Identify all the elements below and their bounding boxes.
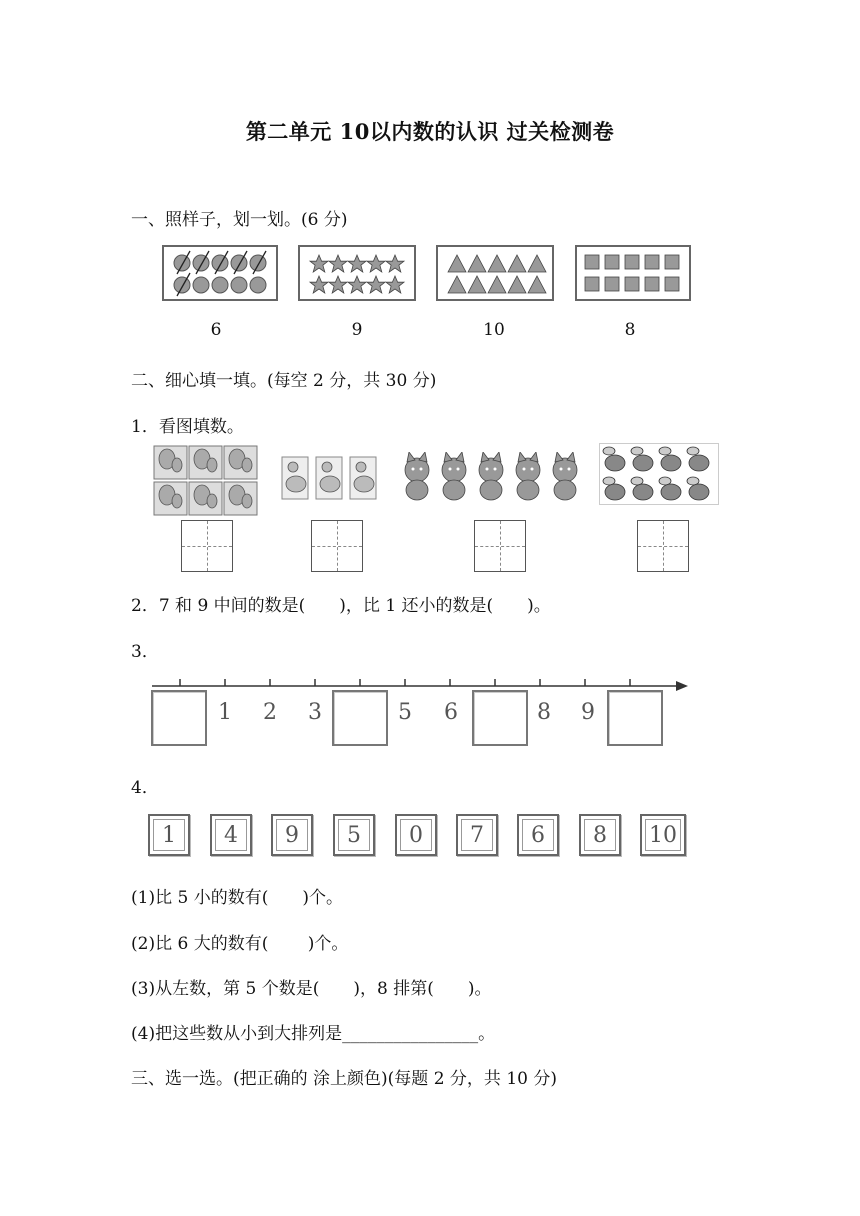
number-line-label: 8: [537, 700, 551, 725]
question-1: 1．看图填数。: [131, 417, 244, 437]
butterflies-picture: [153, 445, 259, 517]
number-card: 0: [395, 814, 437, 856]
number-card: 4: [210, 814, 252, 856]
circles-box: [162, 245, 278, 301]
answer-grid[interactable]: [311, 520, 363, 572]
number-card: 8: [579, 814, 621, 856]
count-label: 8: [624, 320, 636, 340]
number-card: 9: [271, 814, 313, 856]
triangles-figure: [438, 247, 552, 299]
number-card: 6: [517, 814, 559, 856]
squares-box: [575, 245, 691, 301]
question-4-1: (1)比 5 小的数有( )个。: [131, 888, 343, 908]
answer-grid[interactable]: [637, 520, 689, 572]
count-label: 10: [483, 320, 505, 340]
number-line-label: 9: [581, 700, 595, 725]
number-card: 7: [456, 814, 498, 856]
bees-picture: [599, 443, 719, 505]
stars-box: [298, 245, 416, 301]
number-card: 5: [333, 814, 375, 856]
number-line-blank[interactable]: [607, 690, 663, 746]
stars-figure: [300, 247, 414, 299]
section1-heading: 一、照样子，划一划。(6 分): [131, 210, 348, 230]
question-4-3: (3)从左数，第 5 个数是( )，8 排第( )。: [131, 979, 492, 999]
cats-picture: [399, 452, 583, 504]
triangles-box: [436, 245, 554, 301]
number-line-blank[interactable]: [472, 690, 528, 746]
count-label: 6: [210, 320, 222, 340]
answer-grid[interactable]: [474, 520, 526, 572]
question-4: 4．: [131, 778, 159, 798]
number-line-label: 6: [444, 700, 458, 725]
number-card: 1: [148, 814, 190, 856]
section2-heading: 二、细心填一填。(每空 2 分，共 30 分): [131, 371, 437, 391]
ducks-picture: [281, 456, 379, 502]
number-line-label: 5: [398, 700, 412, 725]
number-card: 10: [640, 814, 686, 856]
squares-figure: [577, 247, 689, 299]
question-2: 2．7 和 9 中间的数是( )，比 1 还小的数是( )。: [131, 596, 551, 616]
section3-heading: 三、选一选。(把正确的 涂上颜色)(每题 2 分，共 10 分): [131, 1069, 557, 1089]
number-line-blank[interactable]: [151, 690, 207, 746]
number-line-label: 2: [263, 700, 277, 725]
question-3: 3．: [131, 642, 159, 662]
question-4-4: (4)把这些数从小到大排列是________________。: [131, 1024, 496, 1044]
number-line-label: 1: [218, 700, 232, 725]
page-title: 第二单元 10以内数的认识 过关检测卷: [245, 119, 615, 144]
circles-figure: [164, 247, 276, 299]
answer-grid[interactable]: [181, 520, 233, 572]
question-4-2: (2)比 6 大的数有( )个。: [131, 934, 349, 954]
number-line-label: 3: [308, 700, 322, 725]
number-line-blank[interactable]: [332, 690, 388, 746]
count-label: 9: [351, 320, 363, 340]
